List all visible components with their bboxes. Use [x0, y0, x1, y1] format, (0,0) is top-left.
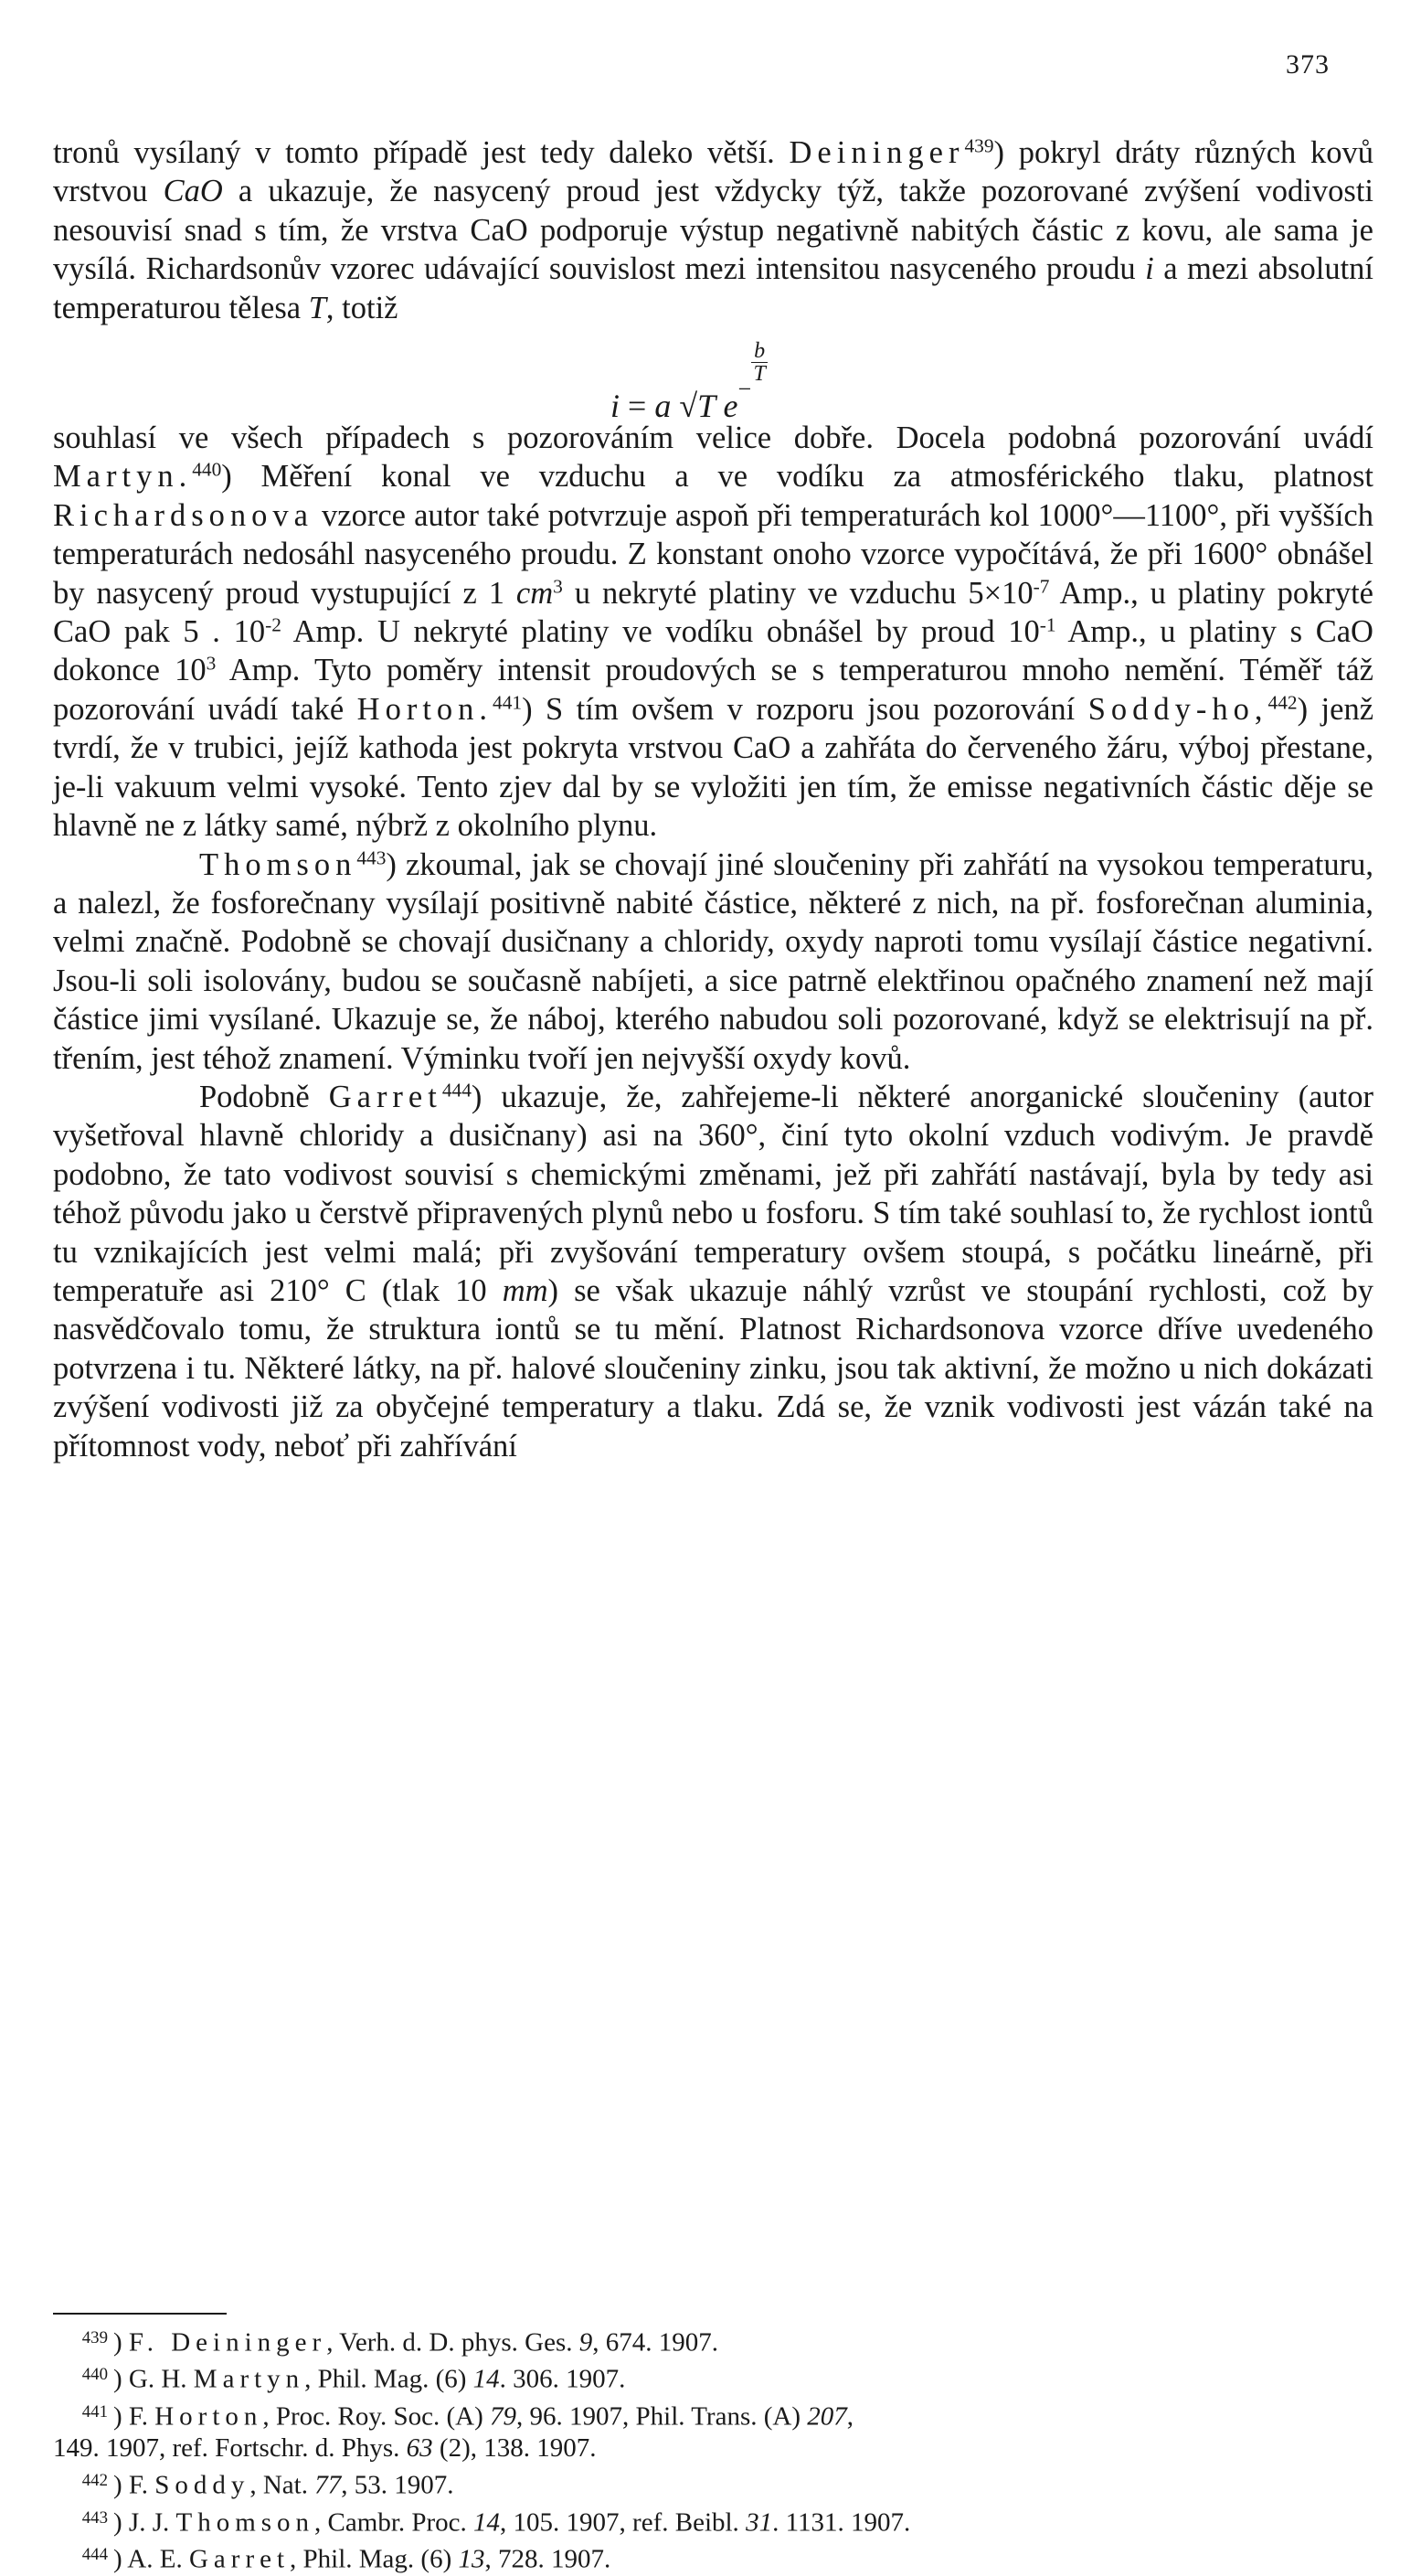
footnote-mark: 444	[81, 2545, 108, 2565]
text-run: Amp., u platiny s CaO dokonce 10	[53, 614, 1373, 688]
footnote	[53, 2539, 1369, 2575]
text-run: , 728. 1907.	[484, 2544, 611, 2574]
eq-minus: −	[737, 376, 752, 403]
text-run: ) G. H.	[113, 2364, 194, 2394]
text-run: , 53. 1907.	[341, 2470, 454, 2500]
text-run: 207	[807, 2401, 847, 2432]
text-run: . 306. 1907.	[499, 2364, 626, 2394]
page-number: 373	[1286, 49, 1330, 80]
spaced-name: Martyn.	[53, 459, 193, 495]
text-run: ) zkoumal, jak se chovají jiné sloučeniny při zahřátí na vysokou temperaturu, a nalezl, že fosforečnany vysílají positivně nabité částice, některé z nich, na př. fosforečnan aluminia, velmi značně. Podobně se chovají dusičnany a chloridy, oxydy naproti tomu vysílají částice negativní. Jsou-li soli isolovány, budou se současně nabíjeti, a sice patrně elektřinou opačného znamení než mají částice jimi vysílané. Ukazuje se, že náboj, kterého nabudou soli pozorované, když se elektrisují na př. třením, jest téhož znamení. Výminku tvoří jen nejvyšší oxydy kovů.	[53, 846, 1373, 1076]
footnote-ref: -2	[265, 613, 281, 636]
eq-var: T	[697, 388, 716, 425]
text-run: ) A. E.	[113, 2544, 189, 2574]
text-run: , totiž	[325, 290, 398, 325]
spaced-name: F. Deininger	[128, 2327, 327, 2358]
footnote	[53, 2432, 1369, 2464]
paragraph	[53, 133, 1373, 327]
footnote-rule	[53, 2313, 227, 2315]
eq-root: √	[679, 388, 698, 425]
footnote	[53, 2396, 1369, 2432]
footnote	[53, 2502, 1369, 2539]
spaced-name: Thomson	[199, 846, 357, 882]
footnote-ref: 440	[192, 458, 222, 481]
text-run: , 674. 1907.	[592, 2327, 718, 2358]
text-run: ) J. J.	[113, 2507, 176, 2538]
footnote-mark: 443	[81, 2507, 108, 2528]
text-run: . 1131. 1907.	[772, 2507, 911, 2538]
footnote-ref: -1	[1039, 613, 1056, 636]
eq-numerator: b	[751, 340, 768, 363]
text-run: , Cambr. Proc.	[314, 2507, 474, 2538]
text-run: 31	[746, 2507, 773, 2538]
footnote-ref: 442	[1267, 691, 1298, 714]
text-run: cm	[515, 575, 554, 611]
text-run: Amp. U nekryté platiny ve vodíku obnášel by proud 10	[281, 614, 1040, 650]
text-run: a mezi absolutní temperaturou tělesa	[53, 251, 1373, 325]
footnote-ref: 439	[964, 134, 994, 157]
text-run: 14	[473, 2507, 501, 2538]
footnote-mark: 441	[81, 2401, 108, 2422]
spaced-name: Richardsonova	[53, 497, 313, 533]
footnote	[53, 2464, 1369, 2501]
spaced-name: Martyn	[193, 2364, 305, 2394]
eq-base: e	[723, 388, 738, 425]
text-run: ) ukazuje, že, zahřejeme-li některé anorganické sloučeniny (autor vyšetřoval hlavně chloridy a dusičnany) asi na 360°, činí tyto okolní vzduch vodivým. Je pravdě podobno, že tato vodivost souvisí s chemickými změnami, jež při zahřátí nastávají, byla by tedy asi téhož původu jako u čerstvě připravených plynů nebo u fosforu. S tím také souhlasí to, že rychlost iontů tu vznikajících jest velmi malá; při zvyšování temperatury ovšem stoupá, s počátku lineárně, při temperatuře asi 210° C (tlak 10	[53, 1079, 1373, 1308]
eq-lhs: i	[610, 388, 620, 425]
footnote-ref: 3	[553, 574, 563, 597]
text-run: ) jenž tvrdí, že v trubici, jejíž kathoda jest pokryta vrstvou CaO a zahřáta do červeného žáru, výboj přestane, je-li vakuum velmi vysoké. Tento zjev dal by se vyložiti jen tím, že emisse negativních částic děje se hlavně ne z látky samé, nýbrž z okolního plynu.	[53, 691, 1374, 844]
footnote-ref: -7	[1033, 574, 1050, 597]
spaced-name: Horton.	[356, 691, 493, 727]
text-run: ) F.	[113, 2470, 155, 2500]
paragraph	[53, 419, 1373, 845]
text-run: ) S tím ovšem v rozporu jsou pozorování	[522, 691, 1088, 727]
text-run: 77	[314, 2470, 342, 2500]
text-run: Amp., u platiny pokryté CaO pak 5 . 10	[53, 575, 1373, 650]
text-run: )	[113, 2327, 129, 2358]
text-run: a ukazuje, že nasycený proud jest vždycky týž, takže pozorované zvýšení vodivosti nesouvisí snad s tím, že vrstva CaO podporuje výstup negativně nabitých částic z kovu, ale sama je vysílá. Richardsonův vzorec udávající souvislost mezi intensitou nasyceného proudu	[53, 174, 1373, 287]
text-run: , 105. 1907, ref. Beibl.	[500, 2507, 747, 2538]
footnote-mark: 439	[81, 2328, 108, 2347]
text-run: 149. 1907, ref. Fortschr. d. Phys.	[53, 2433, 407, 2464]
text-run: 14	[472, 2364, 500, 2394]
text-run: ) se však ukazuje náhlý vzrůst ve stoupání rychlosti, což by nasvědčovalo tomu, že struktura iontů se tu mění. Platnost Richardsonova vzorce dříve uvedeného potvrzena i tu. Některé látky, na př. halové sloučeniny zinku, jsou tak aktivní, že možno u nich dokázati zvýšení vodivosti již za obyčejné temperatury a tlaku. Zdá se, že vznik vodivosti jest vázán také na přítomnost vody, neboť při zahřívání	[53, 1272, 1374, 1464]
text-run: i	[1145, 251, 1154, 287]
text-run: , Phil. Mag. (6)	[290, 2544, 459, 2574]
text-run: vzorce autor také potvrzuje aspoň při temperaturách kol 1000°—1100°, při vyšších temperaturách nedosáhl nasyceného proudu. Z konstant onoho vzorce vypočítává, že při 1600° obnášel by nasycený proud vystupující z 1	[53, 497, 1373, 611]
text-run: , Proc. Roy. Soc. (A)	[262, 2401, 491, 2432]
paragraph	[53, 846, 1373, 1078]
eq-denominator: T	[753, 362, 766, 387]
text-run: ,	[846, 2401, 854, 2432]
spaced-name: Garret	[328, 1079, 442, 1114]
footnote-mark: 442	[81, 2471, 108, 2491]
footnote-ref: 3	[206, 652, 217, 675]
text-run: mm	[502, 1272, 548, 1308]
eq-equals: =	[628, 388, 647, 425]
footnote-ref: 441	[493, 691, 523, 714]
footnotes	[53, 2322, 1369, 2576]
text-run: ) pokryl dráty různých kovů vrstvou	[53, 135, 1373, 209]
text-run: , Phil. Mag. (6)	[304, 2364, 473, 2394]
text-run: ) Měření konal ve vzduchu a ve vodíku za atmosférického tlaku, platnost	[221, 459, 1373, 495]
spaced-name: Horton	[154, 2401, 263, 2432]
text-run: tronů vysílaný v tomto případě jest tedy daleko větší.	[53, 135, 790, 170]
text-run: CaO	[163, 174, 223, 209]
text-run: , 96. 1907, Phil. Trans. (A)	[516, 2401, 808, 2432]
text-run: Amp. Tyto poměry intensit proudových se s temperaturou mnoho nemění. Téměř táž pozorování uvádí také	[53, 653, 1373, 727]
text-run: 79	[490, 2401, 517, 2432]
text-run: Podobně	[199, 1079, 329, 1114]
footnote	[53, 2322, 1369, 2358]
text-run: 63	[406, 2433, 433, 2464]
text-run: souhlasí ve všech případech s pozorováním velice dobře. Docela podobná pozorování uvádí	[53, 420, 1373, 456]
footnote	[53, 2358, 1369, 2395]
text-run: 13	[458, 2544, 485, 2574]
richardson-equation	[53, 327, 1373, 425]
footnote-mark: 440	[81, 2365, 108, 2385]
footnote-ref: 443	[356, 846, 387, 868]
spaced-name: Soddy	[154, 2470, 250, 2500]
text-run: T	[308, 290, 326, 325]
spaced-name: Deininger	[789, 135, 965, 170]
paragraph	[53, 1078, 1373, 1465]
spaced-name: Soddy-ho,	[1087, 691, 1268, 727]
spaced-name: Thomson	[175, 2507, 315, 2538]
text-run: (2), 138. 1907.	[432, 2433, 597, 2464]
spaced-name: Garret	[188, 2544, 291, 2574]
text-run: ) F.	[113, 2401, 155, 2432]
eq-coef: a	[654, 388, 672, 425]
body-text	[53, 133, 1373, 1465]
footnote-ref: 444	[441, 1079, 472, 1102]
text-run: , Nat.	[249, 2470, 315, 2500]
text-run: , Verh. d. D. phys. Ges.	[326, 2327, 579, 2358]
text-run: 9	[578, 2327, 593, 2358]
eq-exponent	[737, 339, 768, 403]
eq-fraction	[751, 340, 768, 385]
text-run: u nekryté platiny ve vzduchu 5×10	[562, 575, 1034, 611]
